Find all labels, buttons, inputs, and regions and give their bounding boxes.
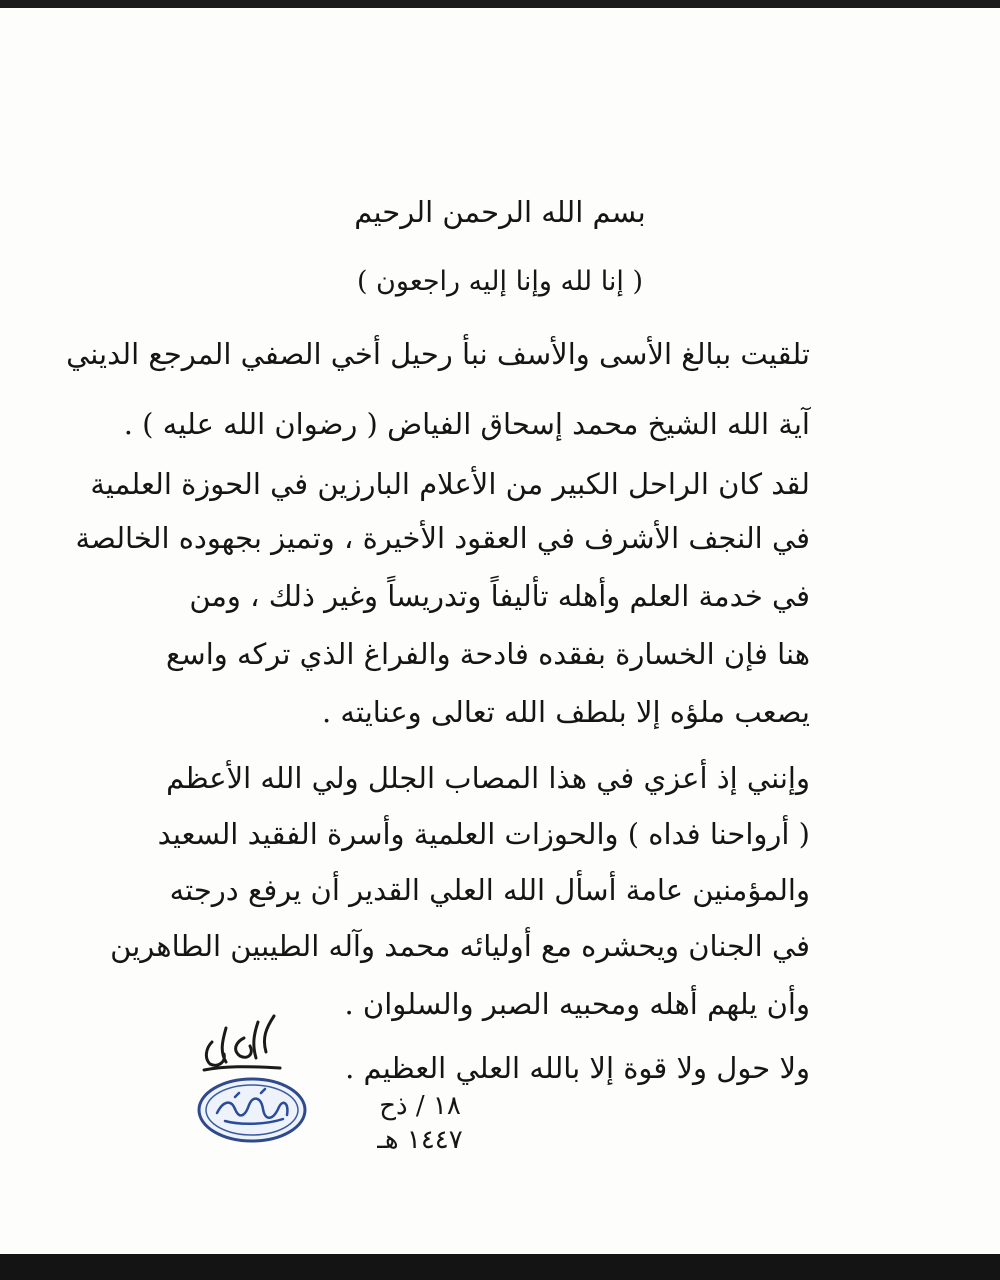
signature-icon	[196, 1008, 286, 1078]
date-day-month: ١٨ / ذح	[379, 1091, 461, 1121]
letter-line-2: آية الله الشيخ محمد إسحاق الفياض ( رضوان الله عليه ) .	[123, 407, 810, 441]
letter-line-7: يصعب ملؤه إلا بلطف الله تعالى وعنايته .	[321, 695, 810, 729]
letter-closing-line: ولا حول ولا قوة إلا بالله العلي العظيم .	[345, 1051, 810, 1085]
letter-line-11: في الجنان ويحشره مع أوليائه محمد وآله الطيبين الطاهرين	[110, 929, 810, 963]
date-year: ١٤٤٧ هـ	[377, 1125, 463, 1155]
letter-line-12: وأن يلهم أهله ومحبيه الصبر والسلوان .	[344, 987, 810, 1021]
letter-line-5: في خدمة العلم وأهله تأليفاً وتدريساً وغير ذلك ، ومن	[189, 579, 810, 613]
letter-line-1: تلقيت ببالغ الأسى والأسف نبأ رحيل أخي الصفي المرجع الديني	[66, 337, 810, 371]
letter-line-3: لقد كان الراحل الكبير من الأعلام البارزين في الحوزة العلمية	[90, 467, 810, 501]
letter-line-8: وإنني إذ أعزي في هذا المصاب الجلل ولي الله الأعظم	[166, 761, 810, 795]
letter-line-6: هنا فإن الخسارة بفقده فادحة والفراغ الذي تركه واسع	[165, 637, 810, 671]
bottom-bar	[0, 1254, 1000, 1280]
letter-line-10: والمؤمنين عامة أسأل الله العلي القدير أن يرفع درجته	[169, 873, 810, 907]
top-bar	[0, 0, 1000, 8]
quran-verse: ( إنا لله وإنا إليه راجعون )	[356, 266, 644, 297]
basmala: بسم الله الرحمن الرحيم	[354, 195, 646, 229]
seal-stamp	[195, 1075, 310, 1145]
letter-line-9: ( أرواحنا فداه ) والحوزات العلمية وأسرة الفقيد السعيد	[157, 817, 810, 851]
letter-line-4: في النجف الأشرف في العقود الأخيرة ، وتميز بجهوده الخالصة	[75, 521, 810, 555]
